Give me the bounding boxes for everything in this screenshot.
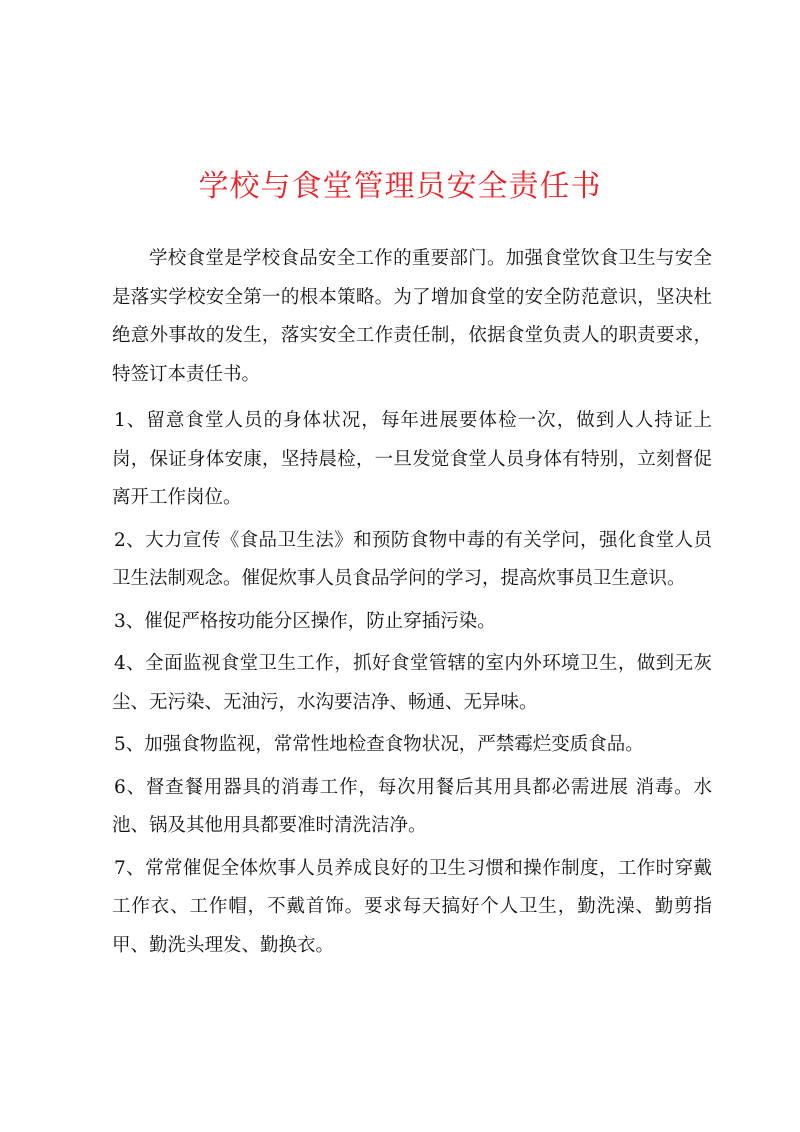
clause-2: 2、大力宣传《食品卫生法》和预防食物中毒的有关学问，强化食堂人员卫生法制观念。催促炊事人员食品学问的学习，提高炊事员卫生意识。 xyxy=(112,529,712,589)
clause-7: 7、常常催促全体炊事人员养成良好的卫生习惯和操作制度，工作时穿戴工作衣、工作帽，不戴首饰。要求每天搞好个人卫生，勤洗澡、勤剪指甲、勤洗头理发、勤换衣。 xyxy=(112,857,712,956)
document-body xyxy=(112,240,712,969)
document-title: 学校与食堂管理员安全责任书 xyxy=(198,169,602,204)
clause-1: 1、留意食堂人员的身体状况，每年进展要体检一次，做到人人持证上岗，保证身体安康，坚持晨检，一旦发觉食堂人员身体有特别，立刻督促离开工作岗位。 xyxy=(112,410,712,508)
intro-paragraph: 学校食堂是学校食品安全工作的重要部门。加强食堂饮食卫生与安全是落实学校安全第一的根本策略。为了增加食堂的安全防范意识，坚决杜绝意外事故的发生，落实安全工作责任制，依据食堂负责人的职责要求，特签订本责任书。 xyxy=(112,248,712,385)
clause-4: 4、全面监视食堂卫生工作，抓好食堂管辖的室内外环境卫生，做到无灰尘、无污染、无油污，水沟要洁净、畅通、无异味。 xyxy=(112,653,712,713)
clause-3: 3、催促严格按功能分区操作，防止穿插污染。 xyxy=(114,610,496,632)
clause-5: 5、加强食物监视，常常性地检查食物状况，严禁霉烂变质食品。 xyxy=(114,734,644,755)
clause-6: 6、督查餐用器具的消毒工作，每次用餐后其用具都必需进展 消毒。水池、锅及其他用具都要准时清洗洁净。 xyxy=(112,776,712,836)
